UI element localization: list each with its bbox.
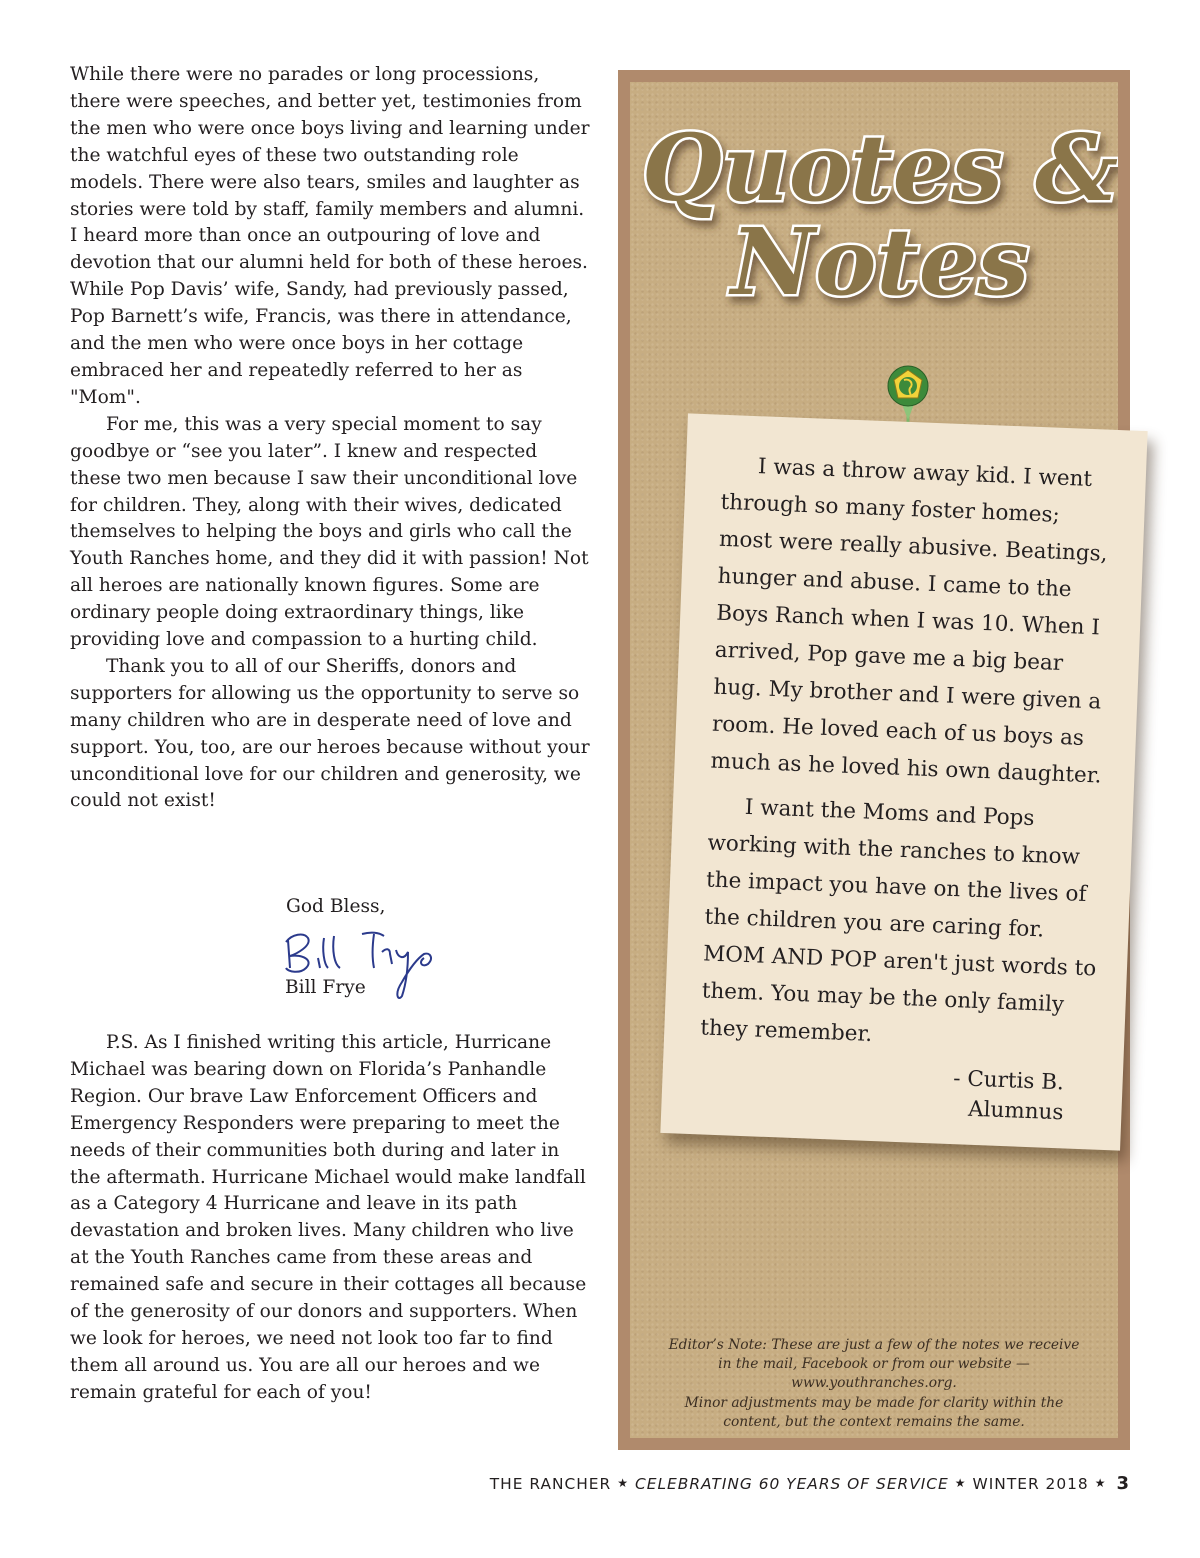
quote-text bbox=[699, 447, 1118, 1070]
editor-note bbox=[650, 1336, 1098, 1432]
title-line-1: Quotes & bbox=[641, 114, 1118, 222]
quotes-notes-sidebar bbox=[618, 70, 1130, 1450]
postscript bbox=[70, 1030, 590, 1407]
editor-note-line: in the mail, Facebook or from our website — bbox=[718, 1356, 1030, 1373]
signature-name: Bill Frye bbox=[285, 977, 366, 998]
star-icon: ★ bbox=[954, 1476, 967, 1490]
quote-paragraph: I was a throw away kid. I went through so many foster homes; most were really abusive. Beatings, hunger and abuse. I came to the Boys Ranch when I was 10. When I arrived, Pop gave me a big bear hug. My brother and I were given a room. He loved each of us boys as much as he loved his own daughter. bbox=[710, 454, 1108, 789]
signoff: God Bless, bbox=[286, 896, 386, 917]
quote-attribution bbox=[952, 1064, 1066, 1128]
footer-tagline: CELEBRATING 60 YEARS OF SERVICE bbox=[635, 1475, 949, 1493]
title-line-2: Notes bbox=[730, 208, 1030, 316]
article-paragraph: For me, this was a very special moment to say goodbye or “see you later”. I knew and respected these two men because I saw their unconditional love for children. They, along with their wives, dedicated themselves to helping the boys and girls who call the Youth Ranches home, and they did it with passion! Not all heroes are nationally known figures. Some are ordinary people doing extraordinary things, like providing love and compassion to a hurting child. bbox=[70, 413, 589, 651]
article-paragraph: Thank you to all of our Sheriffs, donors and supporters for allowing us the opportunity to serve so many children who are in desperate need of love and support. You, too, are our heroes because without your unconditional love for our children and generosity, we could not exist! bbox=[70, 655, 590, 812]
article-body bbox=[70, 62, 590, 815]
footer-issue: WINTER 2018 bbox=[972, 1475, 1089, 1493]
quote-author-role: Alumnus bbox=[967, 1096, 1064, 1126]
page-number: 3 bbox=[1116, 1473, 1130, 1494]
sidebar-title bbox=[630, 82, 1118, 382]
editor-note-line: Minor adjustments may be made for clarity within the bbox=[684, 1394, 1064, 1411]
quote-note-card bbox=[660, 413, 1147, 1150]
quote-paragraph: I want the Moms and Pops working with the ranches to know the impact you have on the lives of the children you are caring for. MOM AND POP aren't just words to them. You may be the only family they remember. bbox=[699, 794, 1097, 1047]
quote-author: - Curtis B. bbox=[952, 1066, 1065, 1096]
page-footer bbox=[490, 1473, 1130, 1494]
postscript-text: P.S. As I finished writing this article, Hurricane Michael was bearing down on Florida’s Panhandle Region. Our brave Law Enforcement Officers and Emergency Responders were preparing to meet the needs of their communities both during and later in the aftermath. Hurricane Michael would make landfall as a Category 4 Hurricane and leave in its path devastation and broken lives. Many children who live at the Youth Ranches came from these areas and remained safe and secure in their cottages all because of the generosity of our donors and supporters. When we look for heroes, we need not look too far to find them all around us. You are all our heroes and we remain grateful for each of you! bbox=[70, 1032, 587, 1403]
sidebar-panel bbox=[630, 82, 1118, 1438]
editor-note-line: www.youthranches.org. bbox=[791, 1375, 957, 1392]
footer-publication: THE RANCHER bbox=[489, 1475, 612, 1493]
star-icon: ★ bbox=[617, 1476, 629, 1490]
star-icon: ★ bbox=[1094, 1476, 1107, 1490]
article-paragraph: While there were no parades or long processions, there were speeches, and better yet, testimonies from the men who were once boys living and learning under the watchful eyes of these two outstanding role models. There were also tears, smiles and laughter as stories were told by staff, family members and alumni. I heard more than once an outpouring of love and devotion that our alumni held for both of these heroes. While Pop Davis’ wife, Sandy, had previously passed, Pop Barnett’s wife, Francis, was there in attendance, and the men who were once boys in her cottage embraced her and repeatedly referred to her as "Mom". bbox=[70, 64, 590, 408]
editor-note-line: content, but the context remains the same. bbox=[723, 1413, 1025, 1430]
editor-note-line: Editor’s Note: These are just a few of the notes we receive bbox=[668, 1337, 1080, 1353]
